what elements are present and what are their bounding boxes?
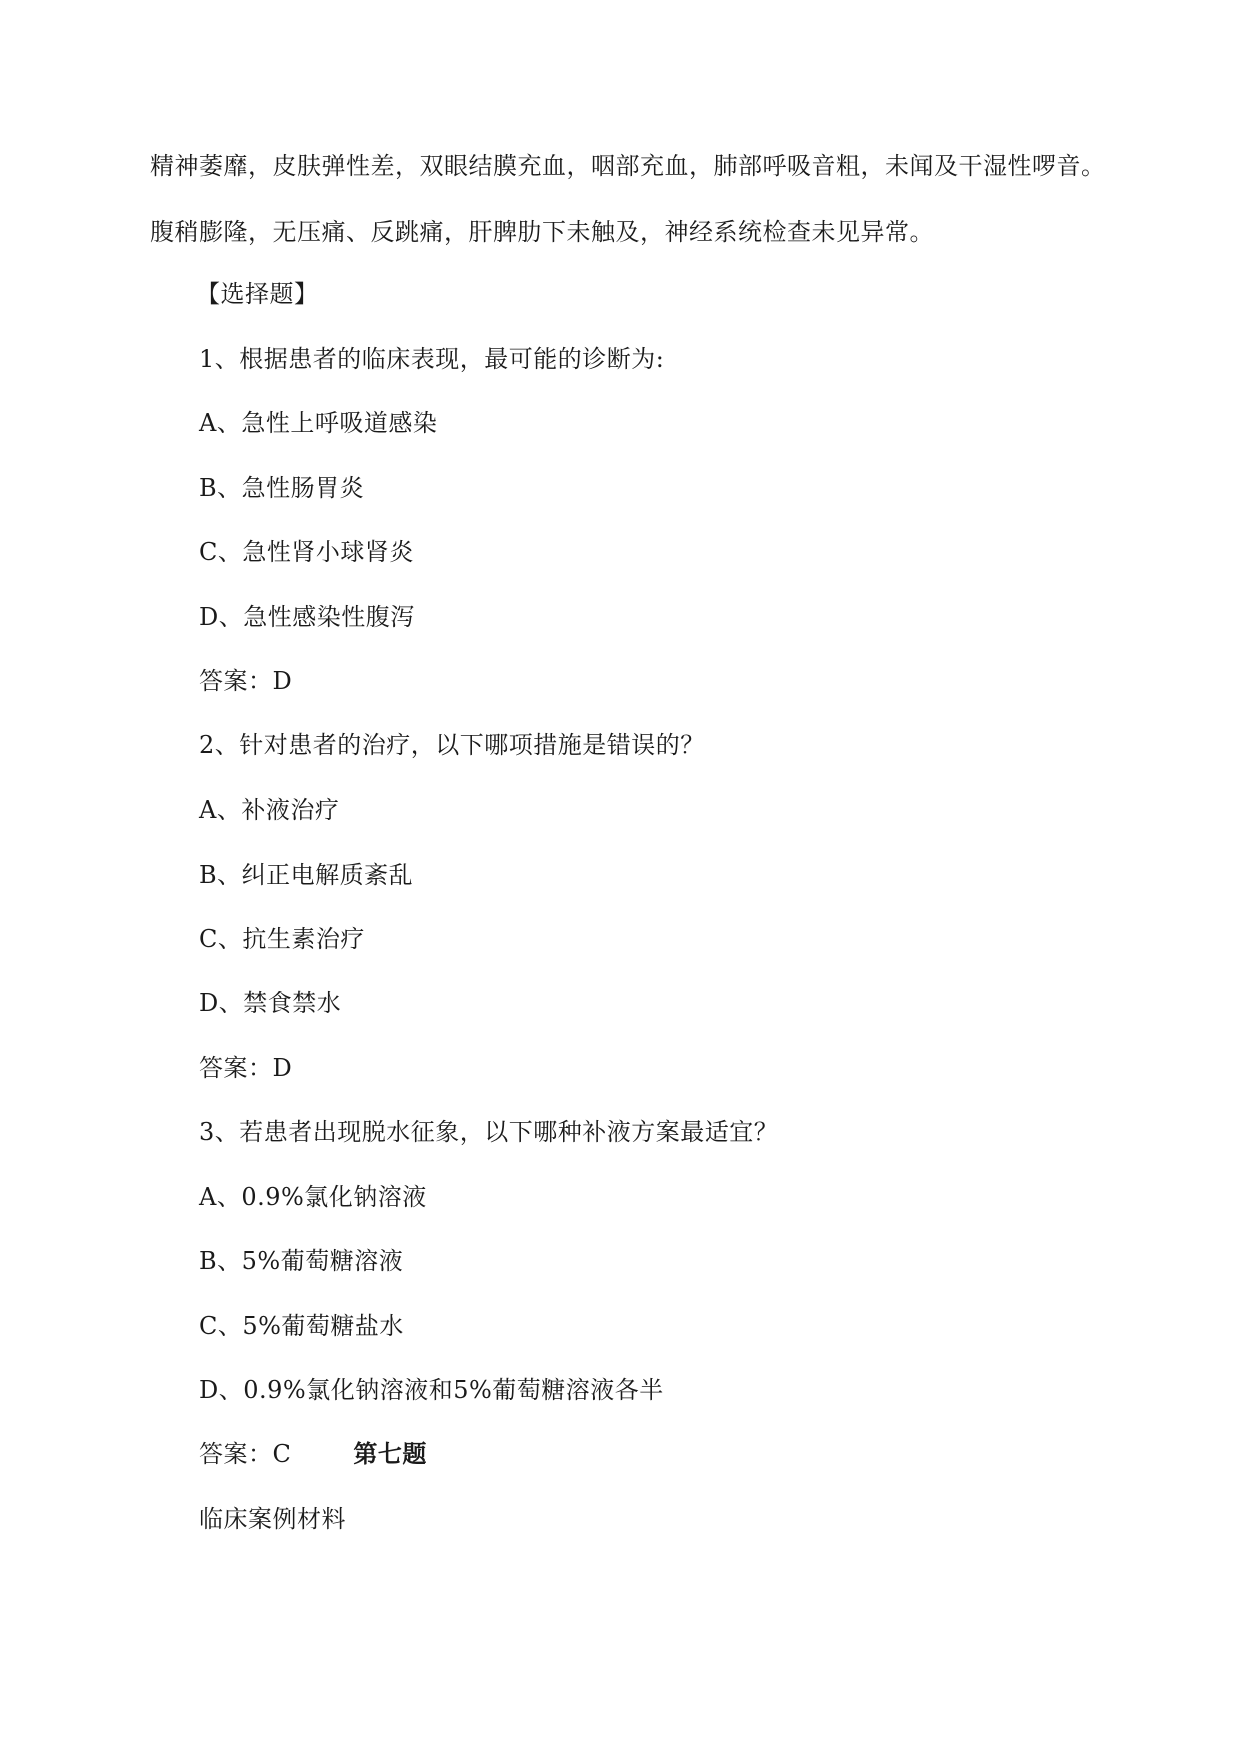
question-3-stem: 3、若患者出现脱水征象，以下哪种补液方案最适宜？ — [199, 1118, 779, 1146]
question-2-option-c: C、抗生素治疗 — [199, 925, 365, 953]
question-1-stem: 1、根据患者的临床表现，最可能的诊断为: — [199, 345, 665, 373]
question-1-option-c: C、急性肾小球肾炎 — [199, 538, 414, 566]
question-1-answer: 答案：D — [199, 667, 293, 695]
question-1-option-b: B、急性肠胃炎 — [199, 474, 365, 502]
question-3-option-a: A、0.9%氯化钠溶液 — [199, 1183, 427, 1211]
intro-line-1: 精神萎靡，皮肤弹性差，双眼结膜充血，咽部充血，肺部呼吸音粗，未闻及干湿性啰音。 — [150, 152, 1106, 180]
next-section-subtitle: 临床案例材料 — [199, 1505, 346, 1533]
intro-line-2: 腹稍膨隆，无压痛、反跳痛，肝脾肋下未触及，神经系统检查未见异常。 — [150, 218, 934, 246]
question-3-answer: 答案：C — [199, 1440, 292, 1468]
question-2-option-d: D、禁食禁水 — [199, 989, 342, 1017]
question-3-option-b: B、5%葡萄糖溶液 — [199, 1247, 404, 1275]
question-2-stem: 2、针对患者的治疗，以下哪项措施是错误的？ — [199, 731, 705, 759]
question-2-option-a: A、补液治疗 — [199, 796, 340, 824]
next-section-title: 第七题 — [353, 1440, 427, 1468]
question-3-option-c: C、5%葡萄糖盐水 — [199, 1312, 404, 1340]
question-2-option-b: B、纠正电解质紊乱 — [199, 861, 414, 889]
question-1-option-a: A、急性上呼吸道感染 — [199, 409, 438, 437]
question-3-answer-row — [199, 1438, 427, 1470]
question-1-option-d: D、急性感染性腹泻 — [199, 603, 415, 631]
question-3-option-d: D、0.9%氯化钠溶液和5%葡萄糖溶液各半 — [199, 1376, 664, 1404]
question-2-answer: 答案：D — [199, 1054, 293, 1082]
section-label: 【选择题】 — [196, 280, 319, 308]
